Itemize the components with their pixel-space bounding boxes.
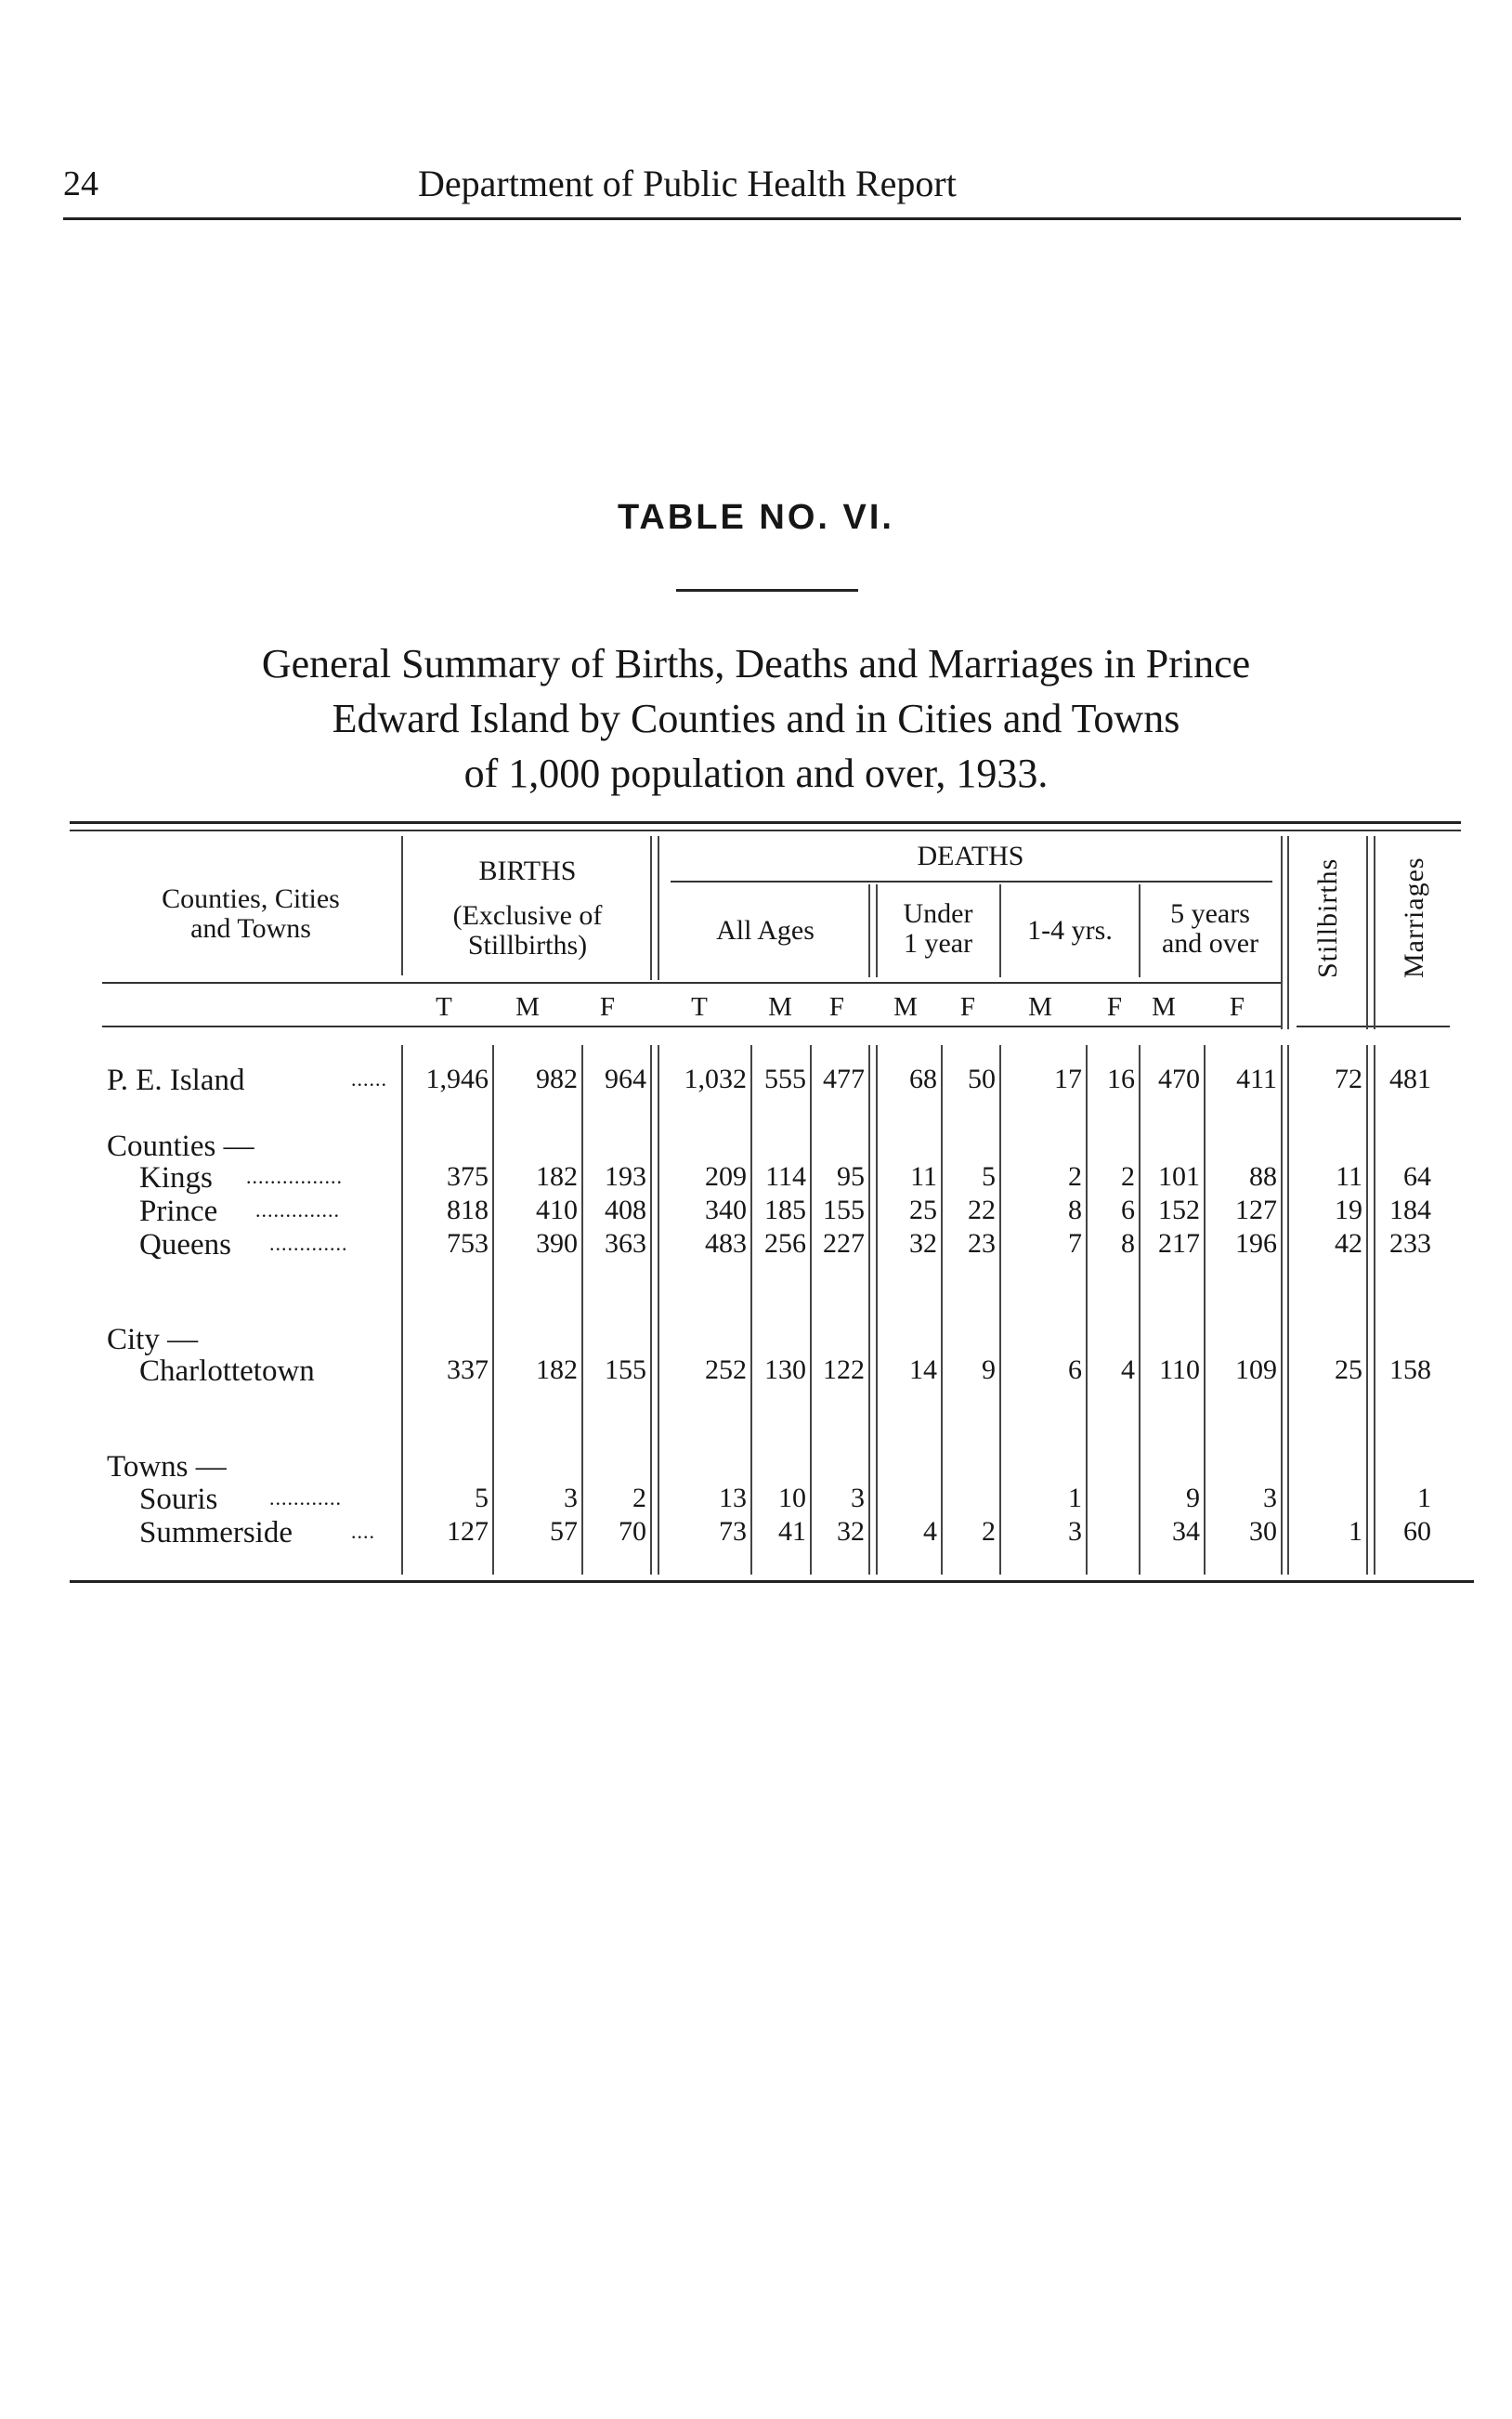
under1-male: 14 [909,1354,937,1385]
age1to4-female: 8 [1121,1228,1135,1259]
deaths-total: 13 [719,1483,747,1513]
subheader-m: M [768,992,792,1022]
stillbirths: 25 [1335,1354,1362,1385]
age5plus-male: 110 [1159,1354,1200,1385]
table-bottom-rule [70,1580,1474,1583]
table-row [0,1354,1512,1388]
deaths-male: 185 [764,1195,806,1225]
births-note-line: (Exclusive of [452,900,603,931]
subtitle-line: of 1,000 population and over, 1933. [463,751,1049,796]
age5plus-male: 217 [1158,1228,1200,1259]
under1-female: 2 [982,1516,996,1547]
col-divider [999,884,1001,977]
age1to4-male: 3 [1068,1516,1082,1547]
deaths-male: 41 [778,1516,806,1547]
deaths-female: 227 [823,1228,865,1259]
subheader-rule [102,982,1283,984]
births-male: 57 [550,1516,578,1547]
deaths-underline [671,881,1272,883]
five-over-header-line: 5 years [1170,898,1250,929]
under1-female: 23 [968,1228,996,1259]
age1to4-male: 7 [1068,1228,1082,1259]
row-label: P. E. Island [107,1064,245,1097]
births-total: 1,946 [425,1064,489,1094]
col-divider [876,884,878,977]
subtitle-line: Edward Island by Counties and in Cities and Towns [332,696,1180,741]
age5plus-female: 411 [1236,1064,1277,1094]
births-total: 5 [475,1483,489,1513]
births-female: 70 [619,1516,646,1547]
col-divider [1287,836,1289,1029]
births-male: 182 [536,1354,578,1385]
col-divider [868,884,870,977]
deaths-male: 114 [765,1161,806,1192]
deaths-male: 10 [778,1483,806,1513]
col-divider [1366,836,1368,1029]
stillbirths: 1 [1349,1516,1362,1547]
age5plus-female: 196 [1235,1228,1277,1259]
births-female: 363 [605,1228,646,1259]
stillbirths-header: Stillbirths [1312,857,1343,978]
marriages: 481 [1389,1064,1431,1094]
under1-male: 32 [909,1228,937,1259]
stillbirths: 11 [1336,1161,1362,1192]
running-head: Department of Public Health Report [418,163,957,204]
under-1-header-line: Under [903,898,973,929]
deaths-male: 130 [764,1354,806,1385]
births-total: 753 [447,1228,489,1259]
all-ages-header: All Ages [716,915,815,946]
age1to4-male: 8 [1068,1195,1082,1225]
deaths-total: 73 [719,1516,747,1547]
births-note [409,901,646,961]
deaths-total: 483 [705,1228,747,1259]
col-divider [1374,836,1375,1029]
births-header: BIRTHS [478,856,577,886]
region-header [102,884,399,944]
age1to4-male: 2 [1068,1161,1082,1192]
age5plus-male: 470 [1158,1064,1200,1094]
age5plus-female: 88 [1249,1161,1277,1192]
age1to4-female: 4 [1121,1354,1135,1385]
under-1-header-line: 1 year [903,928,973,959]
marriages: 60 [1403,1516,1431,1547]
table-row [0,1228,1512,1262]
births-male: 410 [536,1195,578,1225]
age5plus-female: 109 [1235,1354,1277,1385]
under1-male: 4 [923,1516,937,1547]
births-female: 408 [605,1195,646,1225]
births-female: 964 [605,1064,646,1094]
row-label: Prince [139,1195,218,1228]
table-top-rule-inner [70,830,1461,831]
births-male: 390 [536,1228,578,1259]
births-male: 182 [536,1161,578,1192]
table-row [0,1064,1512,1101]
marriages: 1 [1417,1483,1431,1513]
deaths-female: 122 [823,1354,865,1385]
subheader-m: M [1152,992,1176,1022]
under1-female: 9 [982,1354,996,1385]
births-total: 375 [447,1161,489,1192]
marriages: 64 [1403,1161,1431,1192]
deaths-female: 95 [837,1161,865,1192]
age5plus-female: 127 [1235,1195,1277,1225]
deaths-female: 3 [851,1483,865,1513]
deaths-header: DEATHS [917,841,1024,871]
deaths-total: 1,032 [684,1064,747,1094]
under1-female: 5 [982,1161,996,1192]
subheader-f: F [1229,992,1245,1022]
leader-dots: .... [351,1520,375,1543]
births-female: 2 [632,1483,646,1513]
marriages: 184 [1389,1195,1431,1225]
col-divider [401,836,403,975]
births-total: 818 [447,1195,489,1225]
stillbirths: 19 [1335,1195,1362,1225]
under1-female: 22 [968,1195,996,1225]
deaths-total: 209 [705,1161,747,1192]
age5plus-male: 152 [1158,1195,1200,1225]
leader-dots: ............ [269,1486,342,1510]
subtitle-line: General Summary of Births, Deaths and Marriages in Prince [261,641,1251,686]
age1to4-female: 16 [1107,1064,1135,1094]
births-note-line: Stillbirths) [467,930,588,961]
age1to4-female: 2 [1121,1161,1135,1192]
subheader-m: M [893,992,918,1022]
subheader-f: F [599,992,616,1022]
leader-dots: ................ [246,1165,343,1188]
table-title: TABLE NO. VI. [618,498,894,537]
deaths-total: 340 [705,1195,747,1225]
group-label-city: City — [107,1323,199,1356]
subheader-f: F [959,992,976,1022]
deaths-male: 256 [764,1228,806,1259]
row-label: Kings [139,1161,213,1195]
under1-female: 50 [968,1064,996,1094]
one-four-header: 1-4 yrs. [1027,915,1113,946]
table-row [0,1483,1512,1516]
col-divider [658,836,659,980]
births-female: 155 [605,1354,646,1385]
group-label-counties: Counties — [107,1130,254,1163]
under1-male: 11 [910,1161,937,1192]
age5plus-male: 101 [1158,1161,1200,1192]
age1to4-male: 1 [1068,1483,1082,1513]
header-bottom-rule [102,1026,1283,1027]
subheader-t: T [436,992,452,1022]
subheader-t: T [691,992,708,1022]
age5plus-male: 34 [1172,1516,1200,1547]
row-label: Summerside [139,1516,293,1549]
deaths-female: 155 [823,1195,865,1225]
deaths-male: 555 [764,1064,806,1094]
group-label-towns: Towns — [107,1450,227,1484]
leader-dots: ...... [351,1067,387,1091]
five-over-header [1142,899,1278,959]
leader-dots: .............. [255,1198,340,1222]
page-number: 24 [63,164,98,203]
age1to4-male: 6 [1068,1354,1082,1385]
five-over-header-line: and over [1161,928,1259,959]
table-row [0,1161,1512,1195]
age1to4-male: 17 [1054,1064,1082,1094]
age5plus-male: 9 [1186,1483,1200,1513]
row-label: Queens [139,1228,231,1262]
deaths-total: 252 [705,1354,747,1385]
under1-male: 25 [909,1195,937,1225]
births-female: 193 [605,1161,646,1192]
col-divider [650,836,652,980]
marriages: 233 [1389,1228,1431,1259]
row-label: Souris [139,1483,218,1516]
col-divider [1281,836,1283,1029]
region-header-line: Counties, Cities [162,883,340,914]
age5plus-female: 3 [1263,1483,1277,1513]
col-divider [1139,884,1141,977]
births-male: 982 [536,1064,578,1094]
table-row [0,1195,1512,1228]
subheader-m: M [1028,992,1052,1022]
marriages: 158 [1389,1354,1431,1385]
under1-male: 68 [909,1064,937,1094]
table-top-rule [70,821,1461,824]
age5plus-female: 30 [1249,1516,1277,1547]
subheader-f: F [1106,992,1123,1022]
age1to4-female: 6 [1121,1195,1135,1225]
subheader-m: M [515,992,540,1022]
marriages-header: Marriages [1399,856,1429,979]
births-total: 337 [447,1354,489,1385]
stillbirths: 72 [1335,1064,1362,1094]
row-label: Charlottetown [139,1354,315,1388]
deaths-female: 477 [823,1064,865,1094]
subheader-f: F [828,992,845,1022]
leader-dots: ............. [269,1232,348,1255]
births-male: 3 [564,1483,578,1513]
births-total: 127 [447,1516,489,1547]
deaths-female: 32 [837,1516,865,1547]
region-header-line: and Towns [190,913,311,944]
stillbirths: 42 [1335,1228,1362,1259]
table-row [0,1516,1512,1549]
under-1-header [879,899,997,959]
